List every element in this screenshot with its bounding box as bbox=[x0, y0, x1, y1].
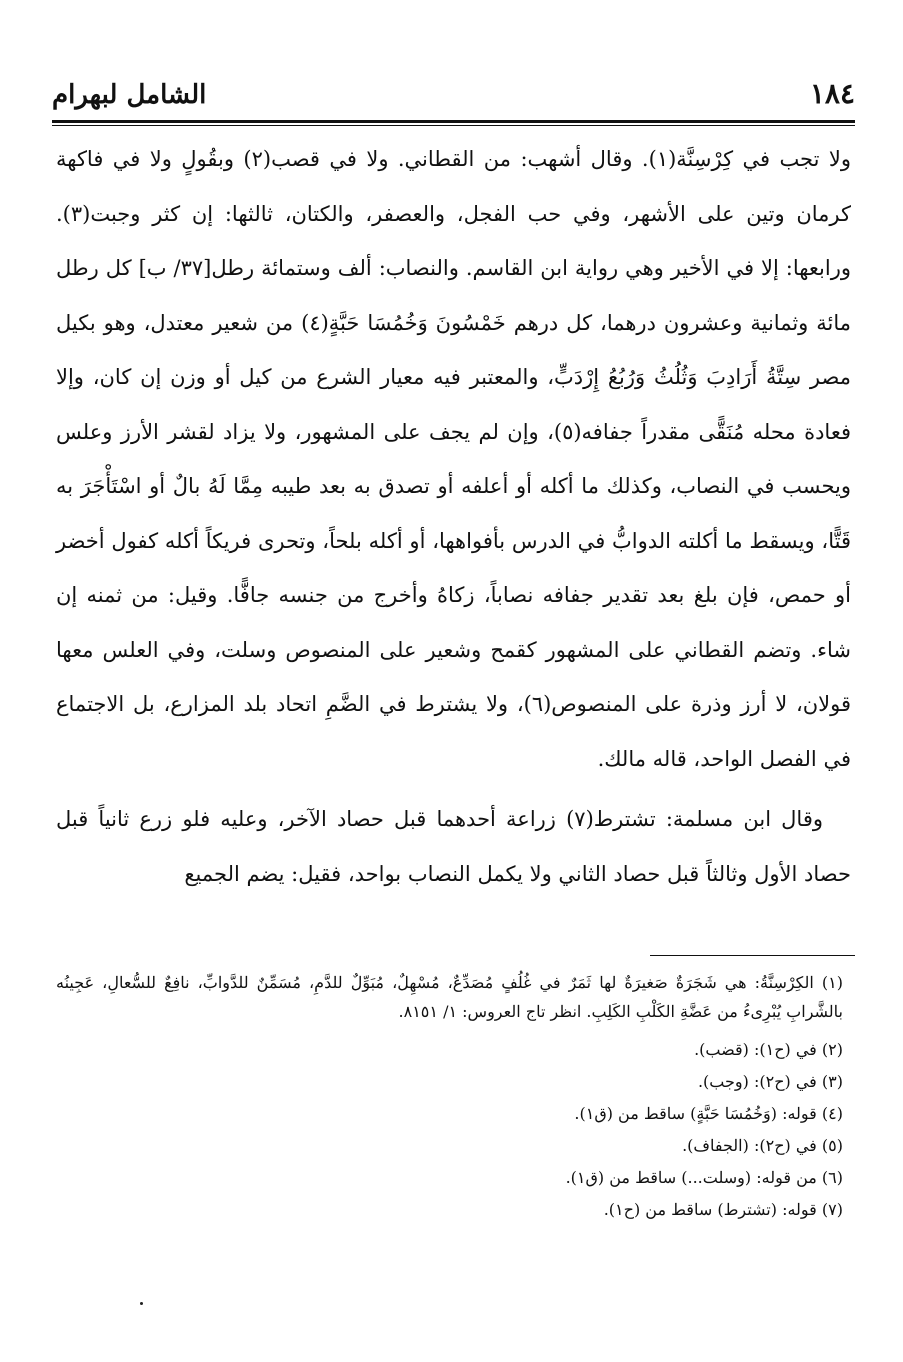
text-line: قبل حصاد الأول وثالثاً قبل حصاد الثاني ولا يكمل النصاب بواحد، فقيل: يضم الجميع bbox=[56, 807, 851, 886]
header-rule bbox=[52, 120, 855, 123]
footnote-7: (٧) قوله: (تشترط) ساقط من (ح١). bbox=[603, 1200, 843, 1219]
paragraph-1 bbox=[56, 132, 851, 786]
page-number: ١٨٤ bbox=[809, 77, 855, 110]
scan-speck bbox=[140, 1302, 143, 1305]
paragraph-2 bbox=[56, 792, 851, 901]
header-rule-thin bbox=[52, 125, 855, 126]
footnote-3: (٣) في (ح٢): (وجب). bbox=[697, 1072, 843, 1091]
footnote-4: (٤) قوله: (وَخُمُسَا حَبَّةٍ) ساقط من (ق١). bbox=[574, 1104, 843, 1123]
footnotes bbox=[56, 968, 843, 1226]
text-line: وجبت(٣). ورابعها: إلا في الأخير وهي رواية ابن القاسم. والنصاب: ألف وستمائة bbox=[56, 201, 851, 280]
footnote-2: (٢) في (ح١): (قضب). bbox=[694, 1040, 843, 1059]
footnote-5: (٥) في (ح٢): (الجفاف). bbox=[682, 1136, 843, 1155]
text-line: من شعير معتدل، وهو بكيل مصر سِتَّةُ أَرَادِبَ وَثُلُثُ وَرُبُعُ إِرْدَبٍّ، والمعتبر فيه معيار bbox=[56, 310, 851, 389]
text-line: وشعير على المنصوص وسلت، وفي العلس معها قولان، لا أرز وذرة على المنصوص(٦)، ولا bbox=[56, 637, 852, 716]
text-line: ولا تجب في كِرْسِنَّة(١). وقال أشهب: من القطاني. ولا في قصب(٢) وبقُولٍ ولا في فاكهة bbox=[56, 147, 851, 171]
footnote-6: (٦) من قوله: (وسلت...) ساقط من (ق١). bbox=[565, 1168, 843, 1187]
text-line: كرمان وتين على الأشهر، وفي حب الفجل، والعصفر، والكتان، ثالثها: إن كثر bbox=[152, 201, 851, 226]
text-line: وقال ابن مسلمة: تشترط(٧) زراعة أحدهما قبل حصاد الآخر، وعليه فلو زرع ثانياً bbox=[98, 807, 823, 831]
body-text bbox=[56, 132, 851, 901]
text-line: تصدق به بعد طيبه مِمَّا لَهُ بالٌ أو اسْتَأْجَرَ به قَتًّا، ويسقط ما أكلته الدوابُّ في الدرس بأفواهها، bbox=[56, 474, 851, 553]
footnote-1: (١) الكِرْسِنَّةُ: هي شَجَرَةٌ صَغيرَةٌ لها ثَمَرٌ في غُلُفٍ مُصَدِّعٌ، مُسْهِلٌ، مُبَوِّلٌ للدَّمِ، مُسَمِّنٌ للدَّوابِّ، نافِعٌ للسُّعالِ، عَجِينُه بالشَّرابِ يُبْرِىءُ من عَضَّةِ الكَلْبِ الكَلِبِ. انظر تاج العروس: ١/ ٨١٥١. bbox=[56, 973, 843, 1021]
running-title: الشامل لبهرام bbox=[52, 80, 207, 110]
page-header bbox=[52, 60, 855, 110]
text-line: الشرع من كيل أو وزن إن كان، وإلا فعادة محله مُنَقًّى مقدراً جفافه(٥)، وإن لم يجف على bbox=[56, 365, 851, 444]
text-line: رطل[٣٧/ ب] كل رطل مائة وثمانية وعشرون درهما، كل درهم خَمْسُونَ وَخُمُسَا حَبَّةٍ(٤) bbox=[56, 256, 852, 335]
text-line: أو أكله بلحاً، وتحرى فريكاً أكله كفول أخضر أو حمص، فإن بلغ بعد تقدير جفافه نصاباً، bbox=[56, 528, 851, 607]
text-line: زكاهُ وأخرج من جنسه جافًّا. وقيل: من ثمنه إن شاء. وتضم القطاني على المشهور كقمح bbox=[56, 583, 851, 662]
text-line: المشهور، ولا يزاد لقشر الأرز وعلس ويحسب في النصاب، وكذلك ما أكله أو أعلفه أو bbox=[56, 419, 851, 498]
text-line: يشترط في الضَّمِ اتحاد بلد المزارع، بل الاجتماع في الفصل الواحد، قاله مالك. bbox=[56, 692, 851, 771]
footnote-separator bbox=[650, 955, 855, 956]
